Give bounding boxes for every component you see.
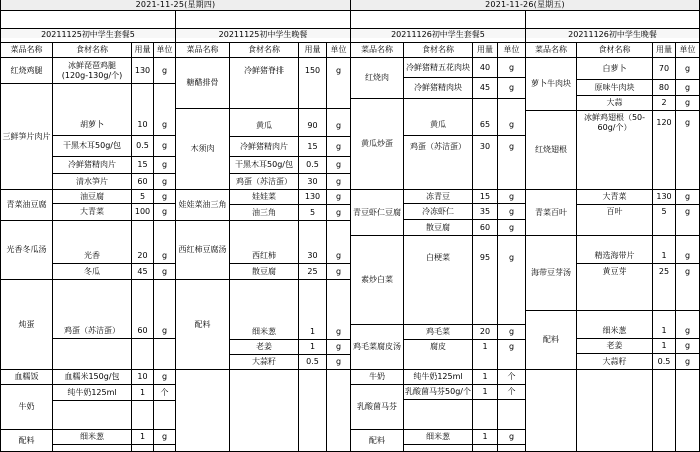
ingredient-name: 光香: [84, 251, 100, 260]
amount-value: 1: [661, 326, 667, 335]
col-header-amount: 用量: [477, 45, 493, 54]
ingredient-name: 血糯米150g/包: [64, 372, 120, 381]
dish-name: 乳酸菌马芬: [357, 402, 397, 411]
ingredient-name: 大青菜: [80, 207, 104, 216]
dish-name: 配料: [194, 319, 211, 329]
amount-value: 1: [139, 387, 146, 397]
amount-value: 0.5: [306, 160, 319, 169]
ingredient-name: 清水笋片: [76, 176, 108, 186]
ingredient-name: 西红柿: [252, 251, 276, 260]
ingredient-name: 冻青豆: [426, 191, 450, 201]
dish-name: 青菜百叶: [535, 207, 567, 217]
ingredient-name: 冰鲜琵琶鸡腿 (120g-130g/个): [61, 60, 123, 80]
col-header-amount: 用量: [304, 45, 321, 54]
amount-value: 5: [139, 191, 146, 201]
ingredient-name: 冷鲜猪精肉片: [68, 160, 116, 169]
ingredient-name: 冷鲜猪精肉块: [414, 83, 462, 92]
unit-value: g: [335, 207, 342, 217]
amount-value: 15: [137, 160, 148, 169]
ingredient-name: 大蒜: [606, 98, 623, 107]
unit-value: g: [335, 65, 342, 75]
unit-value: g: [508, 222, 515, 232]
ingredient-name: 鸡毛菜: [426, 327, 450, 336]
amount-value: 1: [309, 342, 316, 351]
amount-value: 45: [479, 83, 491, 92]
unit-value: 个: [160, 387, 169, 397]
amount-value: 30: [307, 251, 318, 260]
unit-value: 个: [507, 387, 516, 396]
dish-name: 青菜油豆腐: [6, 200, 47, 209]
amount-value: 1: [139, 432, 146, 441]
dish-name: 配料: [543, 335, 559, 344]
unit-value: g: [161, 141, 168, 150]
col-header-ingredient: 食材名称: [422, 45, 454, 54]
unit-value: g: [684, 251, 691, 260]
col-header-amount: 用量: [656, 45, 672, 54]
unit-value: g: [684, 207, 691, 216]
ingredient-name: 细米葱: [602, 326, 627, 335]
unit-value: g: [335, 160, 342, 169]
unit-value: g: [684, 63, 691, 73]
ingredient-name: 鸡蛋（苏洁蛋）: [64, 325, 120, 335]
dish-name: 配料: [18, 435, 35, 445]
amount-value: 1: [661, 251, 667, 260]
unit-value: g: [335, 342, 342, 351]
amount-value: 150: [304, 65, 321, 75]
amount-value: 45: [137, 266, 148, 276]
amount-value: 130: [656, 192, 672, 201]
section-title-d1-dinner: 20211125初中学生晚餐: [218, 30, 308, 39]
ingredient-name: 老姜: [256, 342, 272, 351]
unit-value: g: [684, 82, 691, 92]
unit-value: g: [161, 176, 168, 186]
ingredient-name: 冷鲜猪精肉片: [240, 141, 288, 151]
dish-name: 黄瓜炒蛋: [361, 139, 393, 148]
amount-value: 30: [307, 176, 318, 186]
unit-value: g: [161, 160, 168, 169]
ingredient-name: 黄瓜: [430, 119, 446, 129]
col-header-dish: 菜品名称: [535, 45, 567, 54]
amount-value: 25: [658, 266, 670, 276]
amount-value: 25: [307, 266, 318, 276]
ingredient-name: 纯牛奶125ml: [67, 387, 117, 397]
dish-name: 血糯饭: [14, 372, 39, 381]
amount-value: 40: [479, 62, 491, 72]
unit-value: 个: [507, 372, 516, 381]
unit-value: g: [335, 120, 342, 130]
dish-name: 牛奶: [18, 402, 35, 411]
dish-name: 红烧鸡腿: [10, 65, 43, 75]
amount-value: 95: [479, 252, 491, 262]
amount-value: 20: [479, 327, 491, 336]
col-header-ingredient: 食材名称: [248, 45, 280, 54]
amount-value: 10: [137, 372, 148, 381]
ingredient-name: 细米葱: [252, 326, 276, 336]
ingredient-name: 大蒜籽: [602, 356, 627, 366]
amount-value: 10: [137, 120, 148, 129]
unit-value: g: [684, 356, 691, 366]
unit-value: g: [161, 372, 168, 381]
unit-value: g: [161, 251, 168, 260]
ingredient-name: 娃娃菜: [252, 192, 276, 201]
col-header-unit: 单位: [679, 45, 696, 54]
ingredient-name: 干黑木耳50g/包: [235, 160, 293, 169]
amount-value: 1: [661, 341, 667, 350]
amount-value: 65: [479, 119, 491, 129]
section-title-d2-set: 20211126初中学生套餐5: [391, 30, 485, 39]
unit-value: g: [508, 206, 515, 216]
unit-value: g: [508, 432, 515, 441]
unit-value: g: [508, 83, 515, 92]
unit-value: g: [508, 252, 515, 262]
ingredient-name: 冷冻虾仁: [422, 206, 454, 216]
unit-value: g: [161, 65, 168, 75]
unit-value: g: [335, 326, 342, 336]
dish-name: 炖蛋: [18, 319, 35, 329]
section-title-d2-dinner: 20211126初中学生晚餐: [568, 30, 657, 39]
ingredient-name: 老姜: [606, 341, 623, 350]
unit-value: g: [161, 207, 168, 216]
ingredient-name: 鸡蛋（苏洁蛋）: [236, 176, 292, 186]
unit-value: g: [684, 266, 691, 276]
ingredient-name: 胡萝卜: [80, 120, 104, 129]
unit-value: g: [684, 98, 691, 107]
amount-value: 15: [307, 141, 318, 151]
unit-value: g: [161, 266, 168, 276]
dish-name: 西红柿豆腐汤: [178, 245, 227, 254]
ingredient-name: 精选海带片: [594, 251, 635, 260]
amount-value: 80: [658, 82, 670, 92]
ingredient-name: 细米葱: [80, 432, 104, 441]
ingredient-name: 原味牛肉块: [594, 82, 635, 92]
ingredient-name: 大蒜籽: [252, 357, 276, 366]
amount-value: 1: [482, 342, 488, 351]
amount-value: 1: [309, 326, 316, 336]
ingredient-name: 百叶: [606, 207, 623, 216]
unit-value: g: [335, 176, 342, 186]
col-header-dish: 菜品名称: [361, 45, 393, 54]
ingredient-name: 冷鲜猪精五花肉块: [406, 62, 470, 72]
amount-value: 60: [479, 222, 491, 232]
dish-name: 三鲜笋片肉片: [2, 131, 51, 141]
amount-value: 120: [656, 118, 672, 127]
unit-value: g: [508, 62, 515, 72]
amount-value: 130: [134, 65, 151, 75]
unit-value: g: [161, 191, 168, 201]
amount-value: 35: [479, 206, 491, 216]
dish-name: 鸡毛菜腐皮汤: [353, 342, 401, 351]
unit-value: g: [508, 191, 515, 201]
amount-value: 0.5: [657, 356, 671, 366]
unit-value: g: [508, 119, 515, 129]
ingredient-name: 干黑木耳50g/包: [63, 141, 121, 150]
amount-value: 30: [479, 141, 491, 151]
dish-name: 娃娃菜油三角: [178, 200, 227, 209]
unit-value: g: [335, 192, 342, 201]
amount-value: 70: [658, 63, 670, 73]
ingredient-name: 鸡蛋（苏洁蛋）: [410, 141, 466, 151]
unit-value: g: [161, 120, 168, 129]
col-header-dish: 菜品名称: [10, 45, 43, 54]
ingredient-name: 纯牛奶125ml: [413, 372, 463, 381]
dish-name: 红烧肉: [365, 73, 389, 82]
dish-name: 红烧翅根: [535, 145, 567, 154]
dish-name: 木须肉: [190, 144, 215, 153]
amount-value: 5: [309, 207, 316, 217]
dish-name: 萝卜牛肉块: [531, 79, 571, 88]
ingredient-name: 腐皮: [430, 342, 446, 351]
amount-value: 90: [307, 120, 318, 130]
unit-value: g: [508, 141, 515, 151]
amount-value: 60: [137, 325, 148, 335]
section-title-d1-set: 20211125初中学生套餐5: [41, 30, 135, 39]
amount-value: 60: [137, 176, 148, 186]
ingredient-name: 冬瓜: [84, 266, 100, 276]
unit-value: g: [508, 342, 515, 351]
col-header-amount: 用量: [134, 45, 151, 54]
unit-value: g: [684, 326, 691, 335]
ingredient-name: 乳酸菌马芬50g/个: [405, 387, 471, 396]
date-day1: 2021-11-25(星期四): [135, 0, 216, 9]
ingredient-name: 黄豆芽: [602, 266, 627, 276]
unit-value: g: [508, 327, 515, 336]
unit-value: g: [335, 266, 342, 276]
amount-value: 130: [304, 192, 321, 201]
ingredient-name: 散豆腐: [426, 222, 450, 232]
ingredient-name: 冷鲜猪脊排: [244, 65, 284, 75]
dish-name: 海带豆芽汤: [531, 268, 571, 277]
ingredient-name: 油豆腐: [80, 191, 104, 201]
col-header-unit: 单位: [156, 45, 173, 54]
col-header-ingredient: 食材名称: [598, 45, 631, 54]
dish-name: 牛奶: [369, 372, 385, 381]
ingredient-name: 黄瓜: [256, 120, 272, 130]
ingredient-name: 细米葱: [426, 432, 450, 441]
dish-name: 青豆虾仁豆腐: [353, 207, 401, 217]
amount-value: 15: [479, 191, 491, 201]
unit-value: g: [684, 118, 691, 127]
col-header-dish: 菜品名称: [186, 45, 219, 54]
ingredient-name: 油三角: [252, 207, 276, 217]
col-header-unit: 单位: [330, 45, 347, 54]
ingredient-name: 白梗菜: [426, 252, 450, 262]
amount-value: 1: [482, 432, 488, 441]
unit-value: g: [161, 432, 168, 441]
ingredient-name: 冰鲜鸡翅根（50-60g/个）: [583, 113, 646, 132]
dish-name: 素炒白菜: [361, 275, 393, 284]
amount-value: 1: [482, 387, 488, 396]
amount-value: 0.5: [306, 357, 319, 366]
ingredient-name: 白萝卜: [602, 63, 627, 73]
unit-value: g: [335, 141, 342, 151]
col-header-unit: 单位: [503, 45, 520, 54]
amount-value: 5: [661, 207, 667, 216]
ingredient-name: 大青菜: [602, 192, 627, 201]
dish-name: 光香冬瓜汤: [6, 245, 47, 254]
unit-value: g: [335, 357, 342, 366]
amount-value: 1: [482, 372, 488, 381]
ingredient-name: 散豆腐: [252, 266, 276, 276]
unit-value: g: [684, 341, 691, 350]
amount-value: 100: [134, 207, 151, 216]
dish-name: 配料: [369, 435, 385, 445]
amount-value: 20: [137, 251, 148, 260]
dish-name: 糖醋排骨: [186, 78, 219, 87]
amount-value: 2: [661, 98, 667, 107]
unit-value: g: [335, 251, 342, 260]
unit-value: g: [161, 325, 168, 335]
unit-value: g: [684, 192, 691, 201]
col-header-ingredient: 食材名称: [76, 45, 108, 54]
amount-value: 0.5: [136, 141, 149, 150]
date-day2: 2021-11-26(星期五): [485, 0, 565, 9]
